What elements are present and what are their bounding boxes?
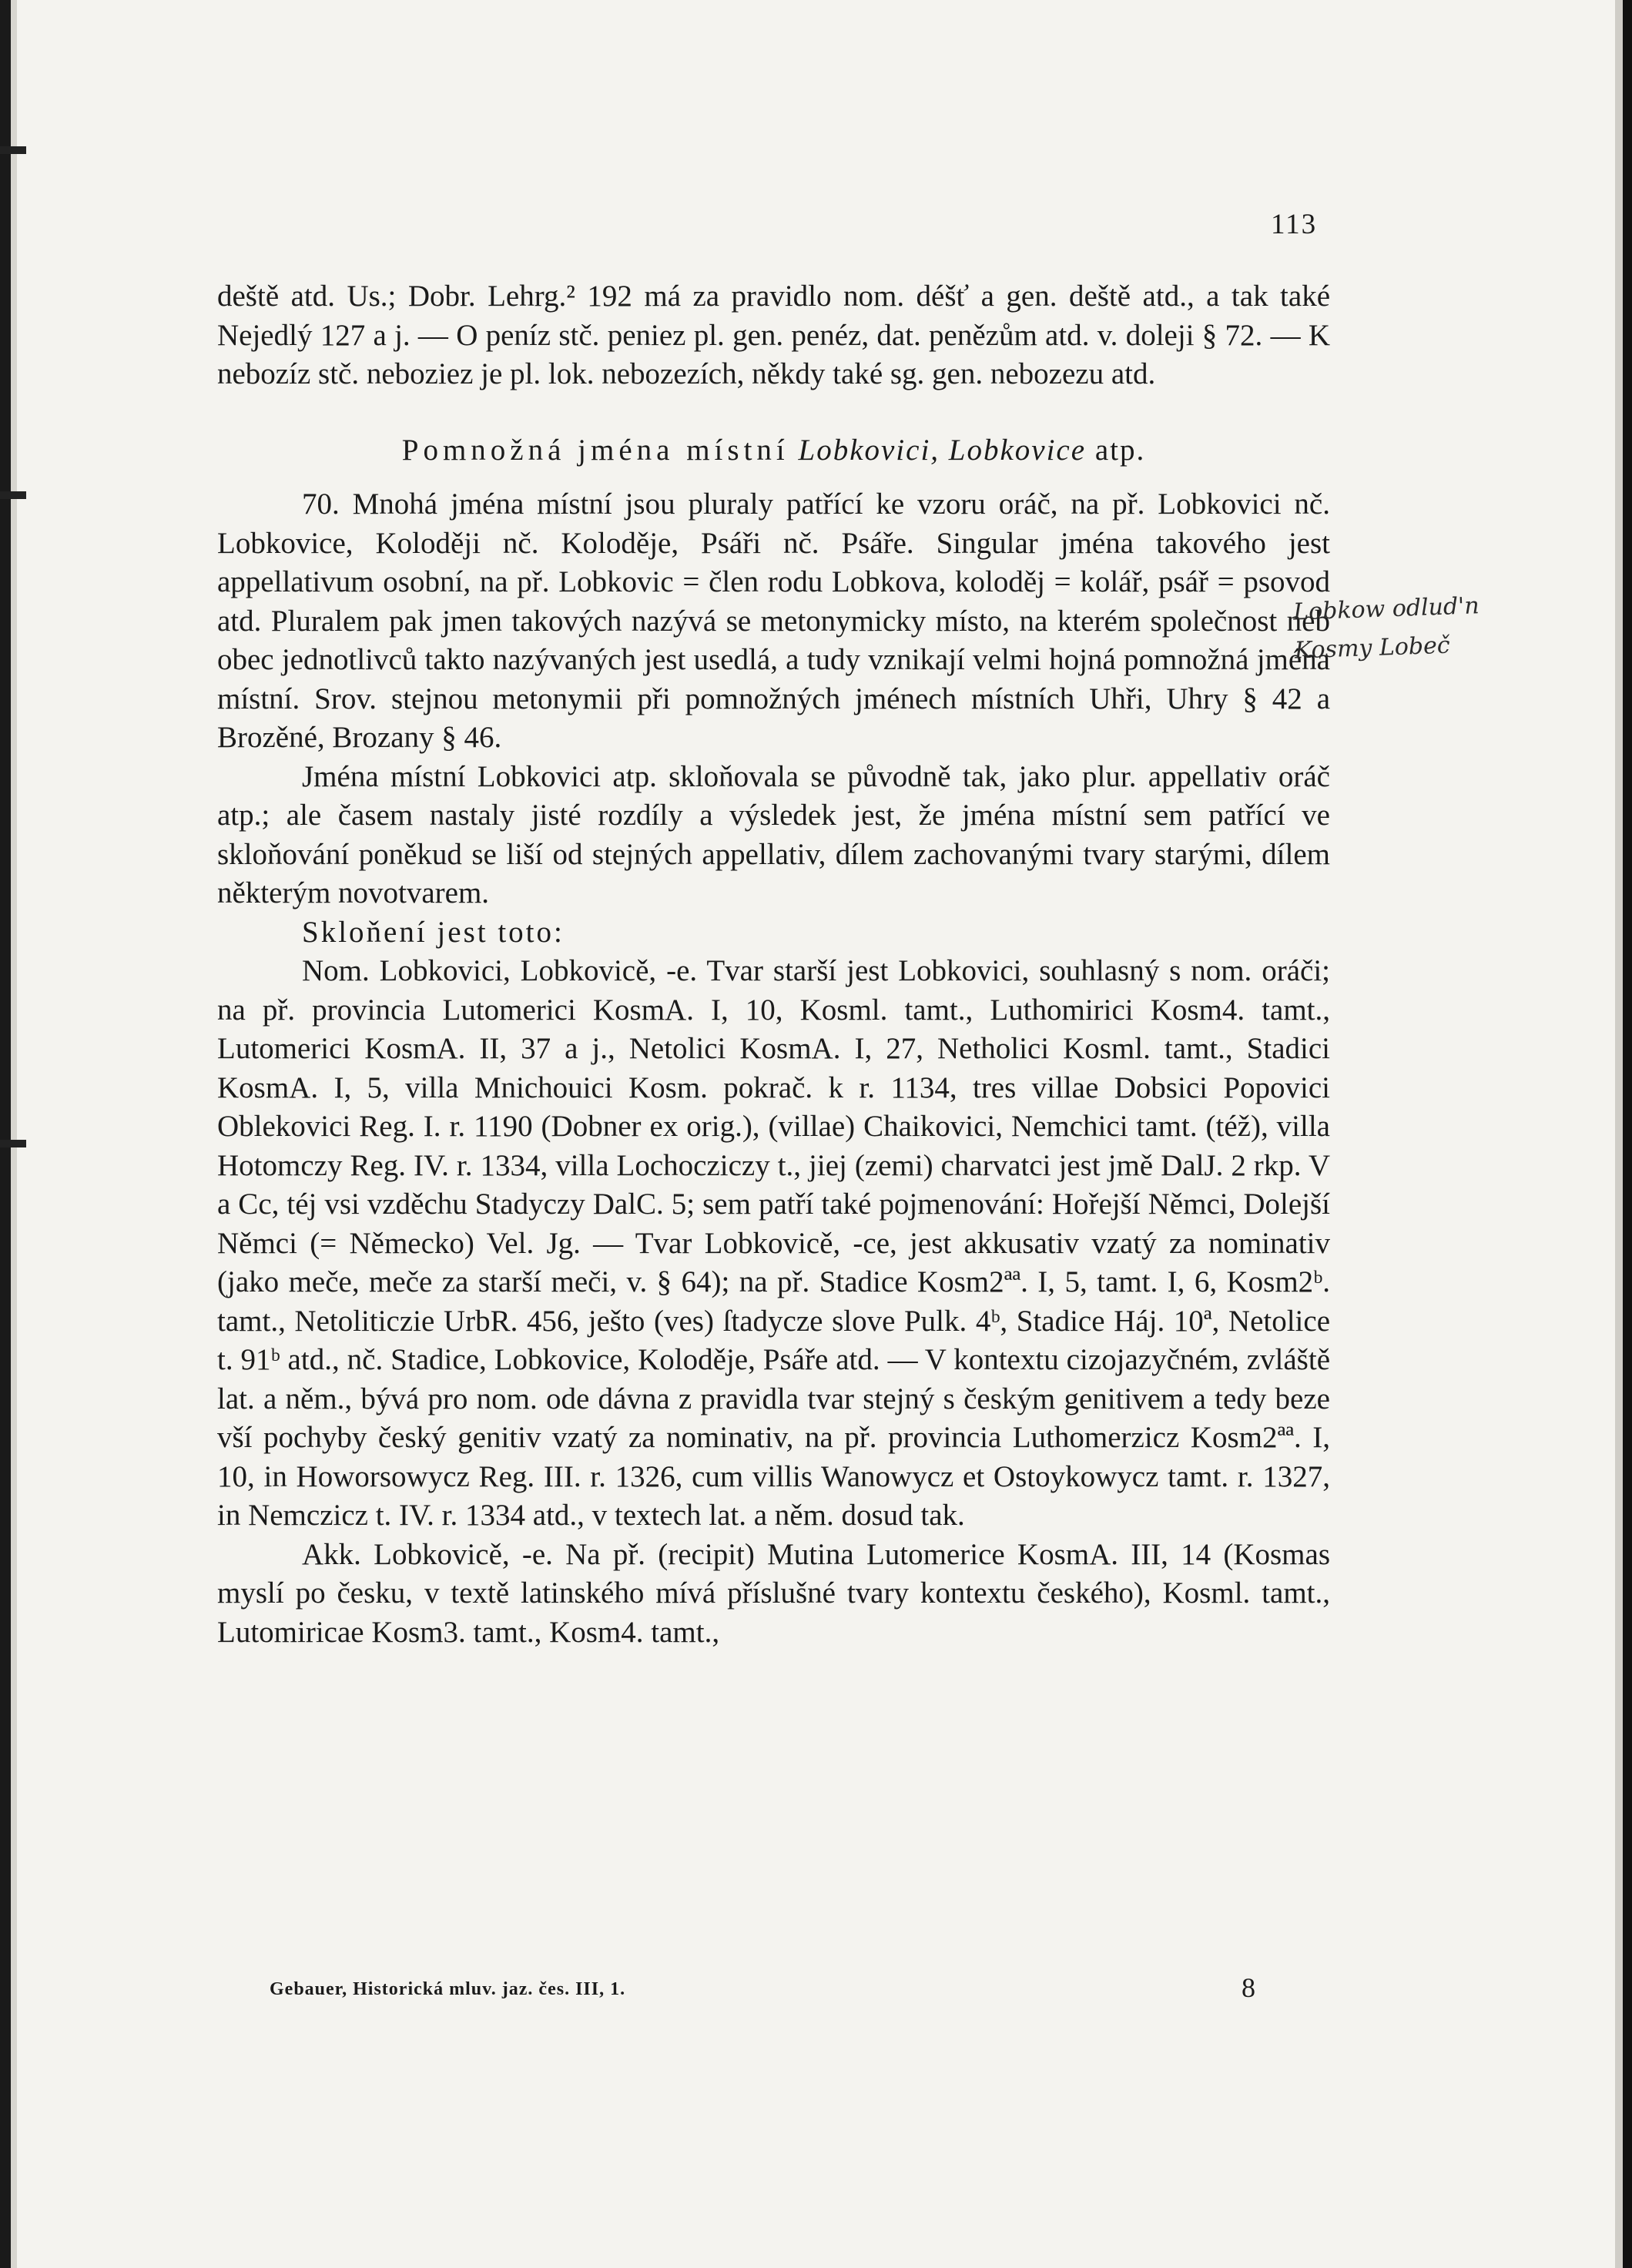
heading-spaced: Pomnožná jména místní: [401, 433, 789, 467]
declension-label: Skloňení jest toto:: [302, 915, 565, 949]
footer-imprint: Gebauer, Historická mluv. jaz. čes. III, 1.: [270, 1979, 626, 1999]
paragraph-accusative: Akk. Lobkovicě, -e. Na př. (recipit) Mutina Lutomerice KosmA. III, 14 (Kosmas myslí po česku, v textě latinského mívá příslušné tvary kontextu českého), Kosml. tamt., Lutomiricae Kosm3. tamt., Kosm4. tamt.,: [217, 1537, 1330, 1649]
paragraph-nominative: Nom. Lobkovici, Lobkovicě, -e. Tvar starší jest Lobkovici, souhlasný s nom. oráči; na př. provincia Lutomerici KosmA. I, 10, Kosml. tamt., Luthomirici Kosm4. tamt., Lutomerici KosmA. II, 37 a j., Netolici KosmA. I, 27, Netholici Kosml. tamt., Stadici KosmA. I, 5, villa Mnichouici Kosm. pokrač. k r. 1134, tres villae Dobsici Popovici Oblekovici Reg. I. r. 1190 (Dobner ex orig.), (villae) Chaikovici, Nemchici tamt. (též), villa Hotomczy Reg. IV. r. 1334, villa Lochocziczy t., jiej (zemi) charvatci jest jmě DalJ. 2 rkp. V a Cc, téj vsi vzděchu Stadyczy DalC. 5; sem patří také pojmenování: Hořejší Němci, Dolejší Němci (= Německo) Vel. Jg. — Tvar Lobkovicě, -ce, jest akkusativ vzatý za nominativ (jako meče, meče za starší meči, v. § 64); na př. Stadice Kosm2ªª. I, 5, tamt. I, 6, Kosm2ᵇ. tamt., Netoliticzie UrbR. 456, ješto (ves) ſtadycze slove Pulk. 4ᵇ, Stadice Háj. 10ª, Netolice t. 91ᵇ atd., nč. Stadice, Lobkovice, Koloděje, Psáře atd. — V kontextu cizojazyčném, zvláště lat. a něm., bývá pro nom. ode dávna z pravidla tvar stejný s českým genitivem a tedy beze vší pochyby český genitiv vzatý za nominativ, na př. provincia Luthomerzicz Kosm2ªª. I, 10, in Howorsowycz Reg. III. r. 1326, cum villis Wanowycz et Ostoykowycz tamt. r. 1327, in Nemczicz t. IV. r. 1334 atd., v textech lat. a něm. dosud tak.: [217, 954, 1330, 1532]
handwritten-margin-note: [1292, 585, 1541, 670]
paragraph-70: 70. Mnohá jména místní jsou pluraly patřící ke vzoru oráč, na př. Lobkovici nč. Lobkovice, Koloději nč. Koloděje, Psáři nč. Psáře. Singular jména takového jest appellativum osobní, na př. Lobkovic = člen rodu Lobkova, koloděj = kolář, psář = psovod atd. Pluralem pak jmen takových nazývá se metonymicky místo, na kterém společnost neb obec jednotlivců takto nazývaných jest usedlá, a tudy vznikají velmi hojná pomnožná jména místní. Srov. stejnou metonymii při pomnožných jménech místních Uhři, Uhry § 42 a Brozěné, Brozany § 46.: [217, 487, 1330, 754]
margin-note-line-2: Kosmy Lobeč: [1294, 631, 1451, 665]
scan-tick: [0, 146, 26, 154]
scan-edge-left: [0, 0, 17, 2268]
margin-note-line-1: Lobkow odlud'n: [1292, 592, 1480, 626]
page-number: 113: [1271, 209, 1318, 240]
scan-tick: [0, 491, 26, 499]
main-text: [217, 277, 1330, 1652]
paragraph-declension-intro: Jména místní Lobkovici atp. skloňovala se původně tak, jako plur. appellativ oráč atp.; ale časem nastaly jisté rozdíly a výsledek jest, že jména místní sem patřící ve skloňování poněkud se liší od stejných appellativ, dílem zachovanými tvary starými, dílem některým novotvarem.: [217, 759, 1330, 910]
paragraph-intro: deště atd. Us.; Dobr. Lehrg.² 192 má za pravidlo nom. déšť a gen. deště atd., a tak také Nejedlý 127 a j. — O peníz stč. peniez pl. gen. penéz, dat. penězům atd. v. doleji § 72. — K nebozíz stč. neboziez je pl. lok. nebozezích, někdy také sg. gen. nebozezu atd.: [217, 280, 1330, 390]
scan-edge-right: [1615, 0, 1632, 2268]
scan-tick: [0, 1140, 26, 1147]
heading-italic: Lobkovici, Lobkovice: [798, 433, 1087, 467]
section-heading: [217, 431, 1330, 471]
heading-tail: atp.: [1094, 433, 1146, 467]
signature-mark: 8: [1242, 1972, 1255, 2003]
